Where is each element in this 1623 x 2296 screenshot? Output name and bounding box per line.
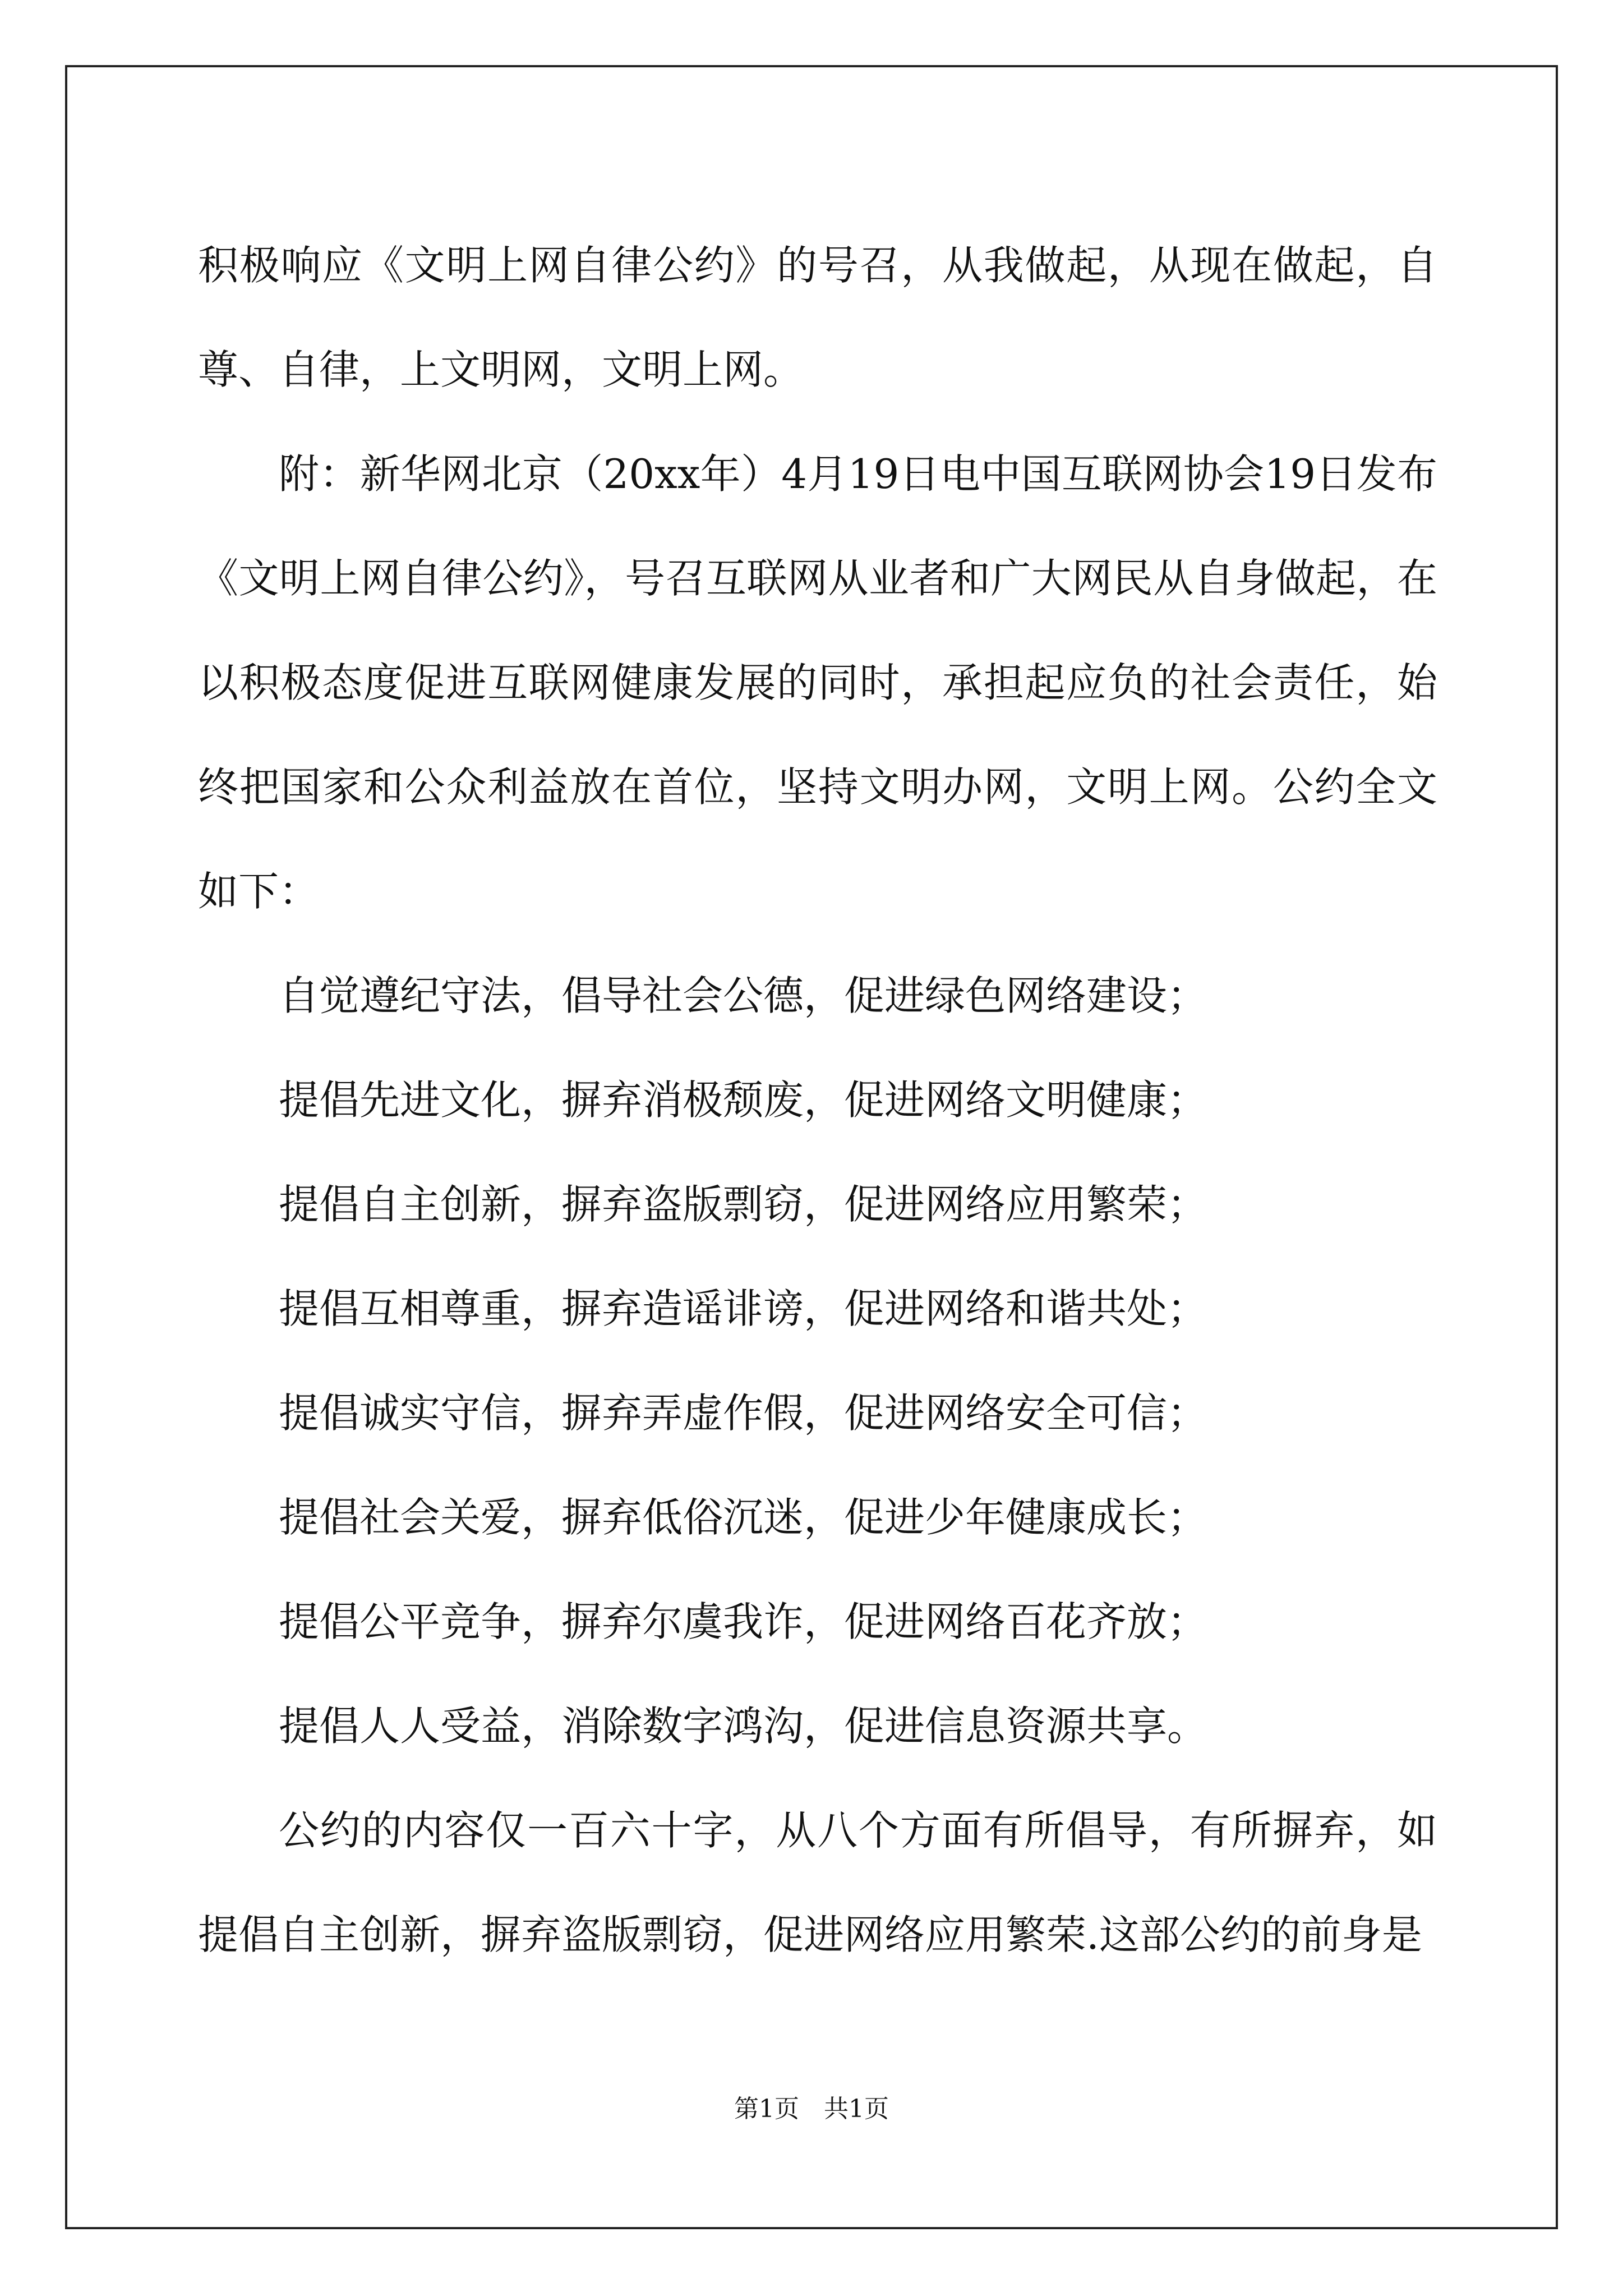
paragraph-summary: 公约的内容仅一百六十字，从八个方面有所倡导，有所摒弃，如提倡自主创新，摒弃盗版剽窃，促进网络应用繁荣.这部公约的前身是 [198,1807,1437,1958]
page-number-footer: 第1页 共1页 [734,2095,889,2123]
paragraph-2: 附：新华网北京（20xx年）4月19日电中国互联网协会19日发布《文明上网自律公约》，号召互联网从业者和广大网民从自身做起，在以积极态度促进互联网健康发展的同时，承担起应负的社会责任，始终把国家和公众利益放在首位，坚持文明办网，文明上网。公约全文如下： [198,450,1437,915]
covenant-item-6: 提倡社会关爱，摒弃低俗沉迷，促进少年健康成长； [279,1494,1208,1541]
paragraph-1: 积极响应《文明上网自律公约》的号召，从我做起，从现在做起，自尊、自律，上文明网，文明上网。 [198,242,1437,393]
covenant-item-7: 提倡公平竞争，摒弃尔虞我诈，促进网络百花齐放； [279,1598,1208,1645]
covenant-item-8: 提倡人人受益，消除数字鸿沟，促进信息资源共享。 [279,1703,1208,1750]
covenant-item-4: 提倡互相尊重，摒弃造谣诽谤，促进网络和谐共处； [279,1285,1208,1332]
covenant-item-3: 提倡自主创新，摒弃盗版剽窃，促进网络应用繁荣； [279,1181,1208,1228]
covenant-item-2: 提倡先进文化，摒弃消极颓废，促进网络文明健康； [279,1076,1208,1124]
covenant-item-5: 提倡诚实守信，摒弃弄虚作假，促进网络安全可信； [279,1389,1208,1437]
covenant-item-1: 自觉遵纪守法，倡导社会公德，促进绿色网络建设； [279,972,1208,1019]
